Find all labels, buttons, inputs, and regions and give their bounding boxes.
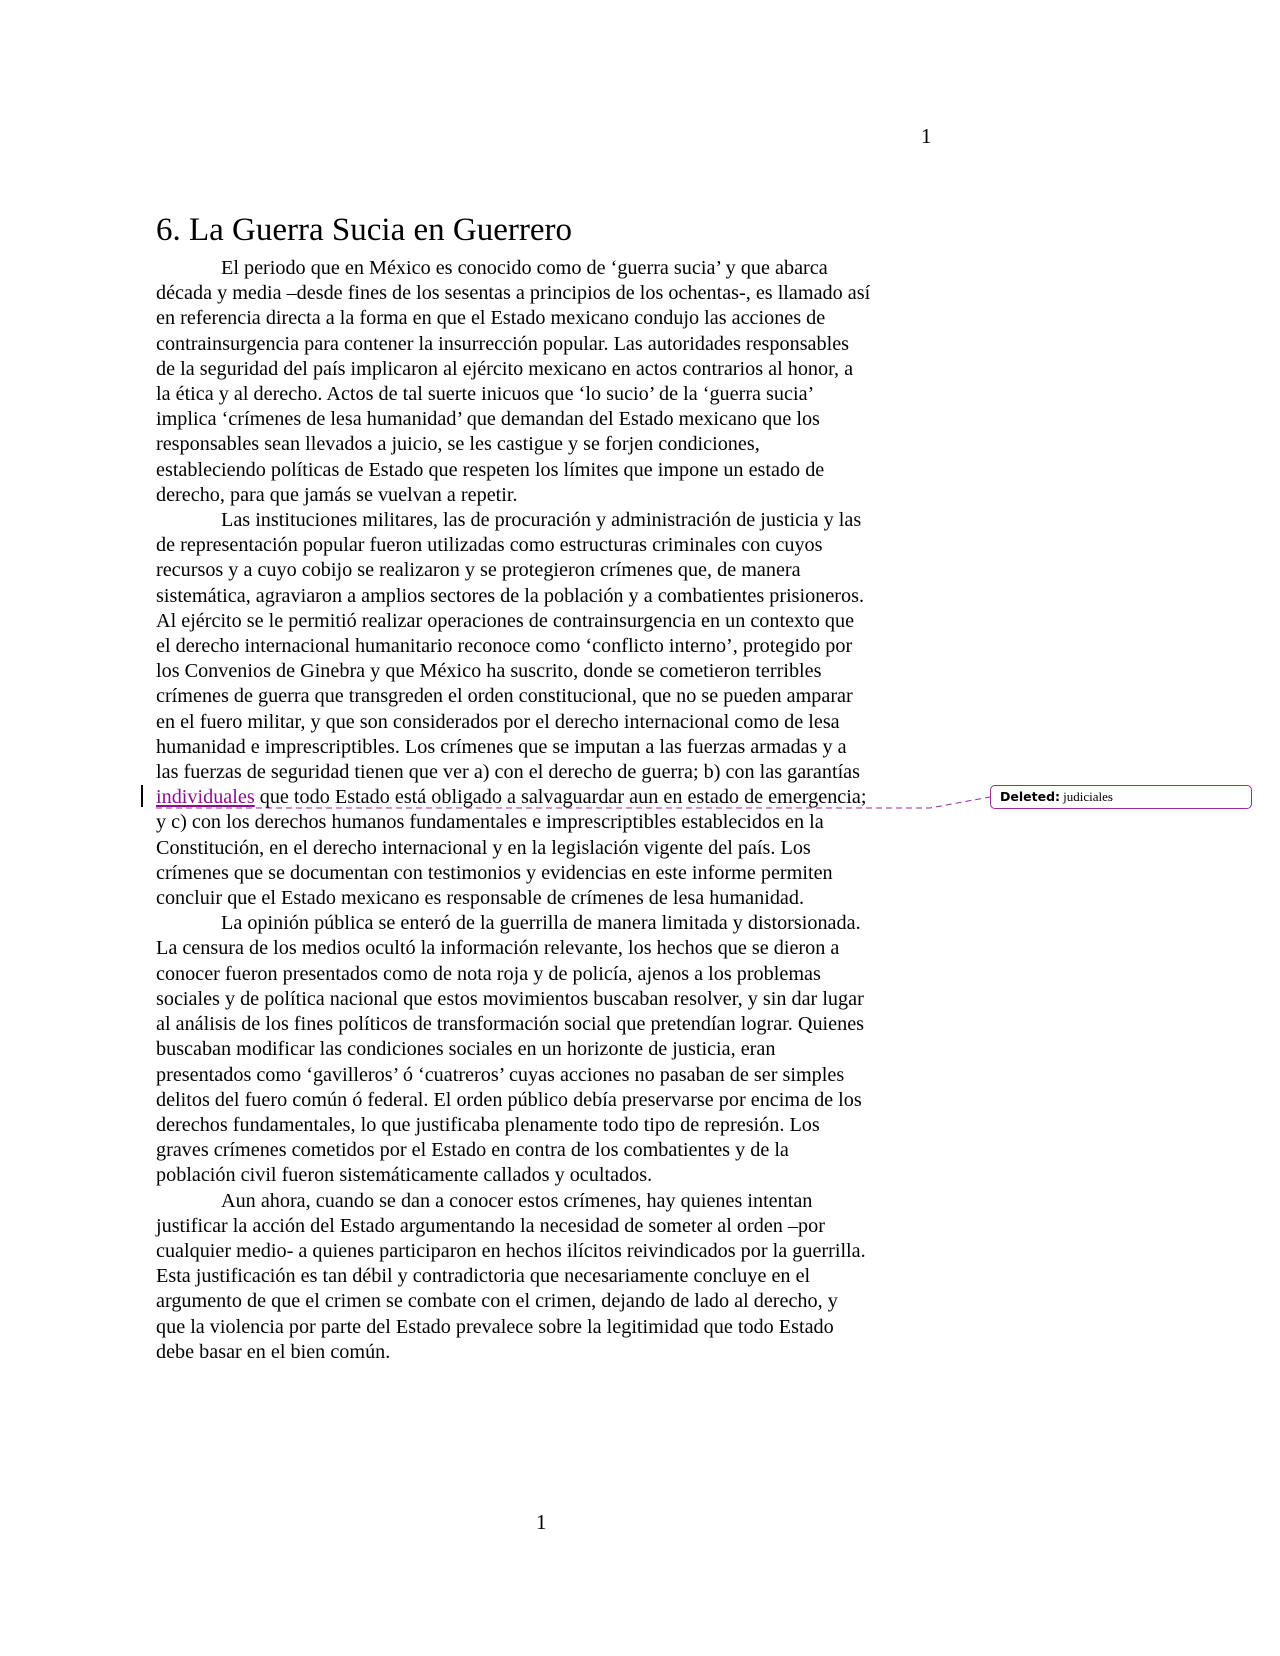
- change-bar: [141, 785, 143, 807]
- text-line: humanidad e imprescriptibles. Los crímenes que se imputan a las fuerzas armadas y a: [156, 735, 847, 758]
- text-line: Constitución, en el derecho internacional y en la legislación vigente del país. Los: [156, 836, 811, 859]
- text-line: graves crímenes cometidos por el Estado en contra de los combatientes y de la: [156, 1139, 789, 1162]
- text-line: población civil fueron sistemáticamente callados y ocultados.: [156, 1164, 653, 1187]
- text-line: conocer fueron presentados como de nota roja y de policía, ajenos a los problemas: [156, 962, 821, 985]
- text-line: las fuerzas de seguridad tienen que ver a) con el derecho de guerra; b) con las garantías: [156, 761, 860, 784]
- text-line: de representación popular fueron utilizadas como estructuras criminales con cuyos: [156, 534, 823, 557]
- text-line: Las instituciones militares, las de procuración y administración de justicia y las: [221, 509, 862, 532]
- text-line: debe basar en el bien común.: [156, 1340, 391, 1363]
- text-line: El periodo que en México es conocido como de ‘guerra sucia’ y que abarca: [221, 257, 828, 279]
- deleted-text: judiciales: [1063, 789, 1113, 804]
- text-line: que la violencia por parte del Estado prevalece sobre la legitimidad que todo Estado: [156, 1315, 834, 1338]
- inserted-text[interactable]: individuales: [156, 786, 255, 809]
- text-line: en el fuero militar, y que son considerados por el derecho internacional como de lesa: [156, 710, 840, 733]
- text-segment: que todo Estado está obligado a salvaguardar aun en estado de emergencia;: [254, 786, 867, 809]
- text-line: La opinión pública se enteró de la guerrilla de manera limitada y distorsionada.: [221, 912, 861, 935]
- text-line: y c) con los derechos humanos fundamentales e imprescriptibles establecidos en la: [156, 811, 824, 834]
- text-line: justificar la acción del Estado argumentando la necesidad de someter al orden –por: [156, 1214, 825, 1237]
- tracked-change-line: [156, 785, 936, 810]
- paragraph-1[interactable]: [156, 256, 936, 508]
- paragraph-2[interactable]: [156, 508, 936, 911]
- text-line: presentados como ‘gavilleros’ ó ‘cuatreros’ cuyas acciones no pasaban de ser simples: [156, 1063, 845, 1086]
- text-line: al análisis de los fines políticos de transformación social que pretendían lograr. Quienes: [156, 1013, 865, 1036]
- text-line: derechos fundamentales, lo que justificaba plenamente todo tipo de represión. Los: [156, 1113, 820, 1136]
- text-line: década y media –desde fines de los sesentas a principios de los ochentas-, es llamado así: [156, 282, 871, 305]
- balloon-label: Deleted:: [1000, 789, 1061, 804]
- text-line: derecho, para que jamás se vuelvan a repetir.: [156, 483, 518, 506]
- text-line: Al ejército se le permitió realizar operaciones de contrainsurgencia en un contexto que: [156, 609, 855, 632]
- text-line: responsables sean llevados a juicio, se les castigue y se forjen condiciones,: [156, 433, 760, 456]
- text-line: argumento de que el crimen se combate con el crimen, dejando de lado al derecho, y: [156, 1290, 838, 1313]
- text-line: estableciendo políticas de Estado que respeten los límites que impone un estado de: [156, 458, 825, 481]
- page-number-top: 1: [921, 124, 932, 148]
- paragraph-4[interactable]: [156, 1189, 936, 1365]
- text-line: sociales y de política nacional que estos movimientos buscaban resolver, y sin dar lugar: [156, 987, 864, 1010]
- text-line: los Convenios de Ginebra y que México ha suscrito, donde se cometieron terribles: [156, 660, 822, 683]
- text-line: en referencia directa a la forma en que el Estado mexicano condujo las acciones de: [156, 307, 826, 330]
- section-title[interactable]: 6. La Guerra Sucia en Guerrero: [156, 212, 572, 248]
- text-line: cualquier medio- a quienes participaron en hechos ilícitos reivindicados por la guerrilla.: [156, 1239, 866, 1262]
- text-line: La censura de los medios ocultó la información relevante, los hechos que se dieron a: [156, 937, 840, 960]
- deleted-comment-balloon[interactable]: [990, 785, 1252, 809]
- text-line: crímenes de guerra que transgreden el orden constitucional, que no se pueden amparar: [156, 685, 853, 708]
- text-line: concluir que el Estado mexicano es responsable de crímenes de lesa humanidad.: [156, 887, 805, 910]
- text-line: la ética y al derecho. Actos de tal suerte inicuos que ‘lo sucio’ de la ‘guerra sucia’: [156, 383, 815, 406]
- text-line: recursos y a cuyo cobijo se realizaron y se protegieron crímenes que, de manera: [156, 559, 801, 582]
- text-line: crímenes que se documentan con testimonios y evidencias en este informe permiten: [156, 861, 833, 884]
- text-line: buscaban modificar las condiciones sociales en un horizonte de justicia, eran: [156, 1038, 776, 1061]
- paragraph-3[interactable]: [156, 911, 936, 1188]
- text-line: delitos del fuero común ó federal. El orden público debía preservarse por encima de los: [156, 1088, 862, 1111]
- document-body[interactable]: [156, 256, 936, 1365]
- text-line: de la seguridad del país implicaron al ejército mexicano en actos contrarios al honor, a: [156, 357, 854, 380]
- text-line: contrainsurgencia para contener la insurrección popular. Las autoridades responsables: [156, 332, 850, 355]
- page-number-bottom: 1: [536, 1510, 547, 1534]
- text-line: sistemática, agraviaron a amplios sectores de la población y a combatientes prisioneros.: [156, 584, 865, 607]
- text-line: Aun ahora, cuando se dan a conocer estos crímenes, hay quienes intentan: [221, 1189, 813, 1212]
- text-line: Esta justificación es tan débil y contradictoria que necesariamente concluye en el: [156, 1265, 811, 1288]
- text-line: el derecho internacional humanitario reconoce como ‘conflicto interno’, protegido por: [156, 635, 853, 658]
- text-line: implica ‘crímenes de lesa humanidad’ que demandan del Estado mexicano que los: [156, 408, 820, 431]
